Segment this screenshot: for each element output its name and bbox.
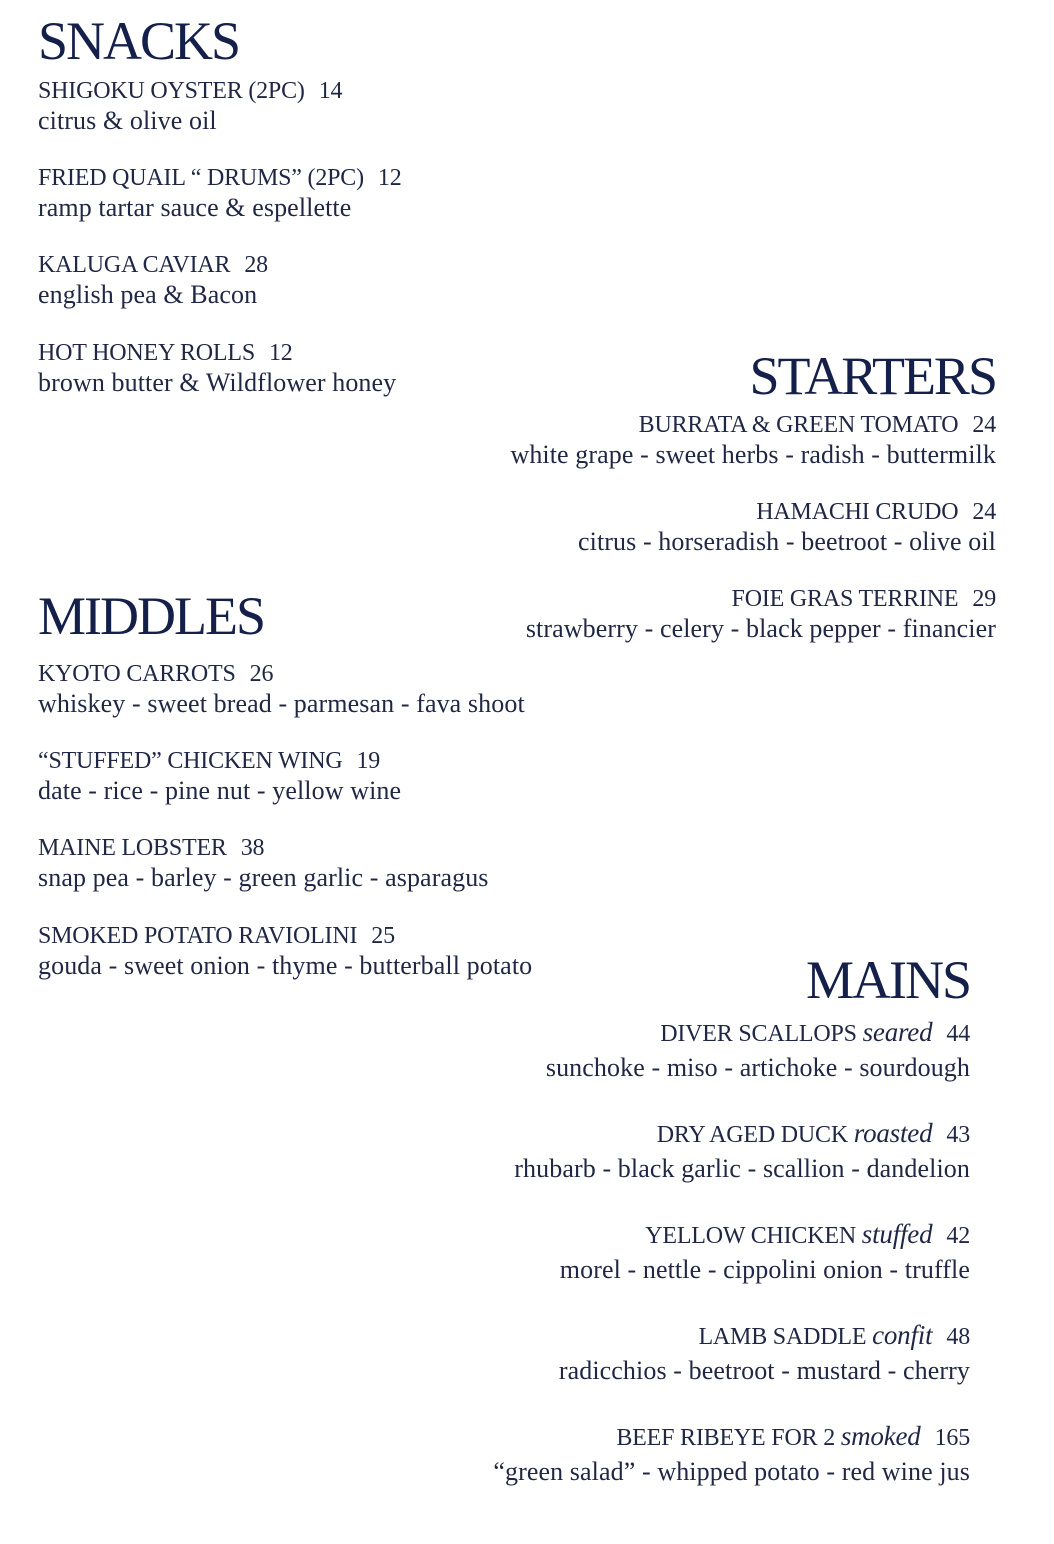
menu-item-dry-aged-duck	[514, 1117, 970, 1185]
menu-item-diver-scallops	[546, 1016, 970, 1084]
item-price: 25	[371, 923, 395, 949]
item-price: 42	[946, 1223, 970, 1249]
menu-item-raviolini	[38, 922, 532, 980]
item-title	[38, 251, 268, 280]
item-description: citrus - horseradish - beetroot - olive oil	[577, 527, 996, 556]
item-name: SMOKED POTATO RAVIOLINI	[38, 923, 358, 949]
item-title	[560, 1218, 970, 1253]
item-title	[546, 1016, 970, 1051]
item-description: ramp tartar sauce & espellette	[38, 193, 352, 222]
item-description: strawberry - celery - black pepper - financier	[525, 614, 996, 643]
item-price: 44	[946, 1021, 970, 1047]
item-title	[38, 164, 402, 193]
item-title	[38, 747, 401, 776]
item-preparation: seared	[862, 1017, 933, 1047]
item-name: DRY AGED DUCK	[656, 1122, 848, 1148]
item-price: 14	[318, 78, 343, 104]
item-name: KYOTO CARROTS	[38, 661, 236, 687]
item-description: citrus & olive oil	[38, 106, 217, 135]
item-price: 12	[269, 340, 293, 366]
item-name: HAMACHI CRUDO	[756, 499, 959, 525]
item-price: 38	[240, 835, 265, 861]
item-price: 26	[249, 661, 274, 687]
menu-item-hamachi-crudo	[578, 498, 996, 556]
item-preparation: stuffed	[861, 1219, 933, 1249]
item-name: FOIE GRAS TERRINE	[731, 586, 959, 612]
item-title	[514, 1117, 970, 1152]
menu-item-yellow-chicken	[560, 1218, 970, 1286]
item-name: DIVER SCALLOPS	[660, 1021, 857, 1047]
mains-heading: MAINS	[805, 950, 970, 1010]
menu-item-foie-gras	[526, 585, 996, 643]
item-name: BURRATA & GREEN TOMATO	[638, 412, 959, 438]
item-description: morel - nettle - cippolini onion - truffle	[559, 1255, 970, 1284]
item-description: radicchios - beetroot - mustard - cherry	[558, 1356, 970, 1385]
item-name: YELLOW CHICKEN	[645, 1223, 856, 1249]
item-description: “green salad” - whipped potato - red wine jus	[493, 1457, 970, 1486]
item-price: 48	[946, 1324, 970, 1350]
item-preparation: confit	[872, 1320, 933, 1350]
item-description: white grape - sweet herbs - radish - buttermilk	[510, 440, 996, 469]
item-price: 28	[244, 252, 268, 278]
item-price: 19	[356, 748, 381, 774]
menu-item-burrata	[510, 411, 996, 469]
item-name: “STUFFED” CHICKEN WING	[38, 748, 343, 774]
item-description: gouda - sweet onion - thyme - butterball potato	[38, 951, 533, 980]
item-title	[38, 660, 525, 689]
menu-item-lamb-saddle	[559, 1319, 970, 1387]
item-preparation: roasted	[853, 1118, 933, 1148]
item-name: BEEF RIBEYE FOR 2	[616, 1425, 835, 1451]
item-price: 165	[934, 1425, 970, 1451]
menu-item-kaluga-caviar	[38, 251, 268, 309]
middles-heading: MIDDLES	[38, 586, 264, 646]
item-name: HOT HONEY ROLLS	[38, 340, 255, 366]
item-title	[38, 339, 396, 368]
item-title	[38, 922, 532, 951]
starters-heading: STARTERS	[749, 346, 996, 406]
menu-item-chicken-wing	[38, 747, 401, 805]
menu-item-shigoku-oyster	[38, 77, 342, 135]
item-title	[559, 1319, 970, 1354]
item-title	[38, 834, 489, 863]
item-name: KALUGA CAVIAR	[38, 252, 231, 278]
item-price: 43	[946, 1122, 970, 1148]
item-description: snap pea - barley - green garlic - asparagus	[38, 863, 489, 892]
item-name: FRIED QUAIL “ DRUMS” (2PC)	[38, 165, 364, 191]
item-description: rhubarb - black garlic - scallion - dandelion	[514, 1154, 970, 1183]
item-title	[526, 585, 996, 614]
item-preparation: smoked	[840, 1421, 921, 1451]
snacks-heading: SNACKS	[38, 11, 240, 71]
item-name: SHIGOKU OYSTER (2PC)	[38, 78, 305, 104]
item-price: 24	[972, 499, 996, 525]
item-name: MAINE LOBSTER	[38, 835, 227, 861]
menu-item-hot-honey-rolls	[38, 339, 396, 397]
menu-item-maine-lobster	[38, 834, 489, 892]
item-title	[493, 1420, 970, 1455]
item-title	[578, 498, 996, 527]
menu-item-fried-quail	[38, 164, 402, 222]
item-description: english pea & Bacon	[38, 280, 258, 309]
menu-item-kyoto-carrots	[38, 660, 525, 718]
item-description: date - rice - pine nut - yellow wine	[38, 776, 402, 805]
item-name: LAMB SADDLE	[698, 1324, 867, 1350]
item-description: brown butter & Wildflower honey	[38, 368, 397, 397]
item-price: 12	[377, 165, 402, 191]
item-price: 29	[972, 586, 996, 612]
item-title	[38, 77, 342, 106]
menu-item-beef-ribeye	[493, 1420, 970, 1488]
item-title	[510, 411, 996, 440]
item-price: 24	[972, 412, 996, 438]
item-description: sunchoke - miso - artichoke - sourdough	[545, 1053, 970, 1082]
item-description: whiskey - sweet bread - parmesan - fava shoot	[38, 689, 525, 718]
